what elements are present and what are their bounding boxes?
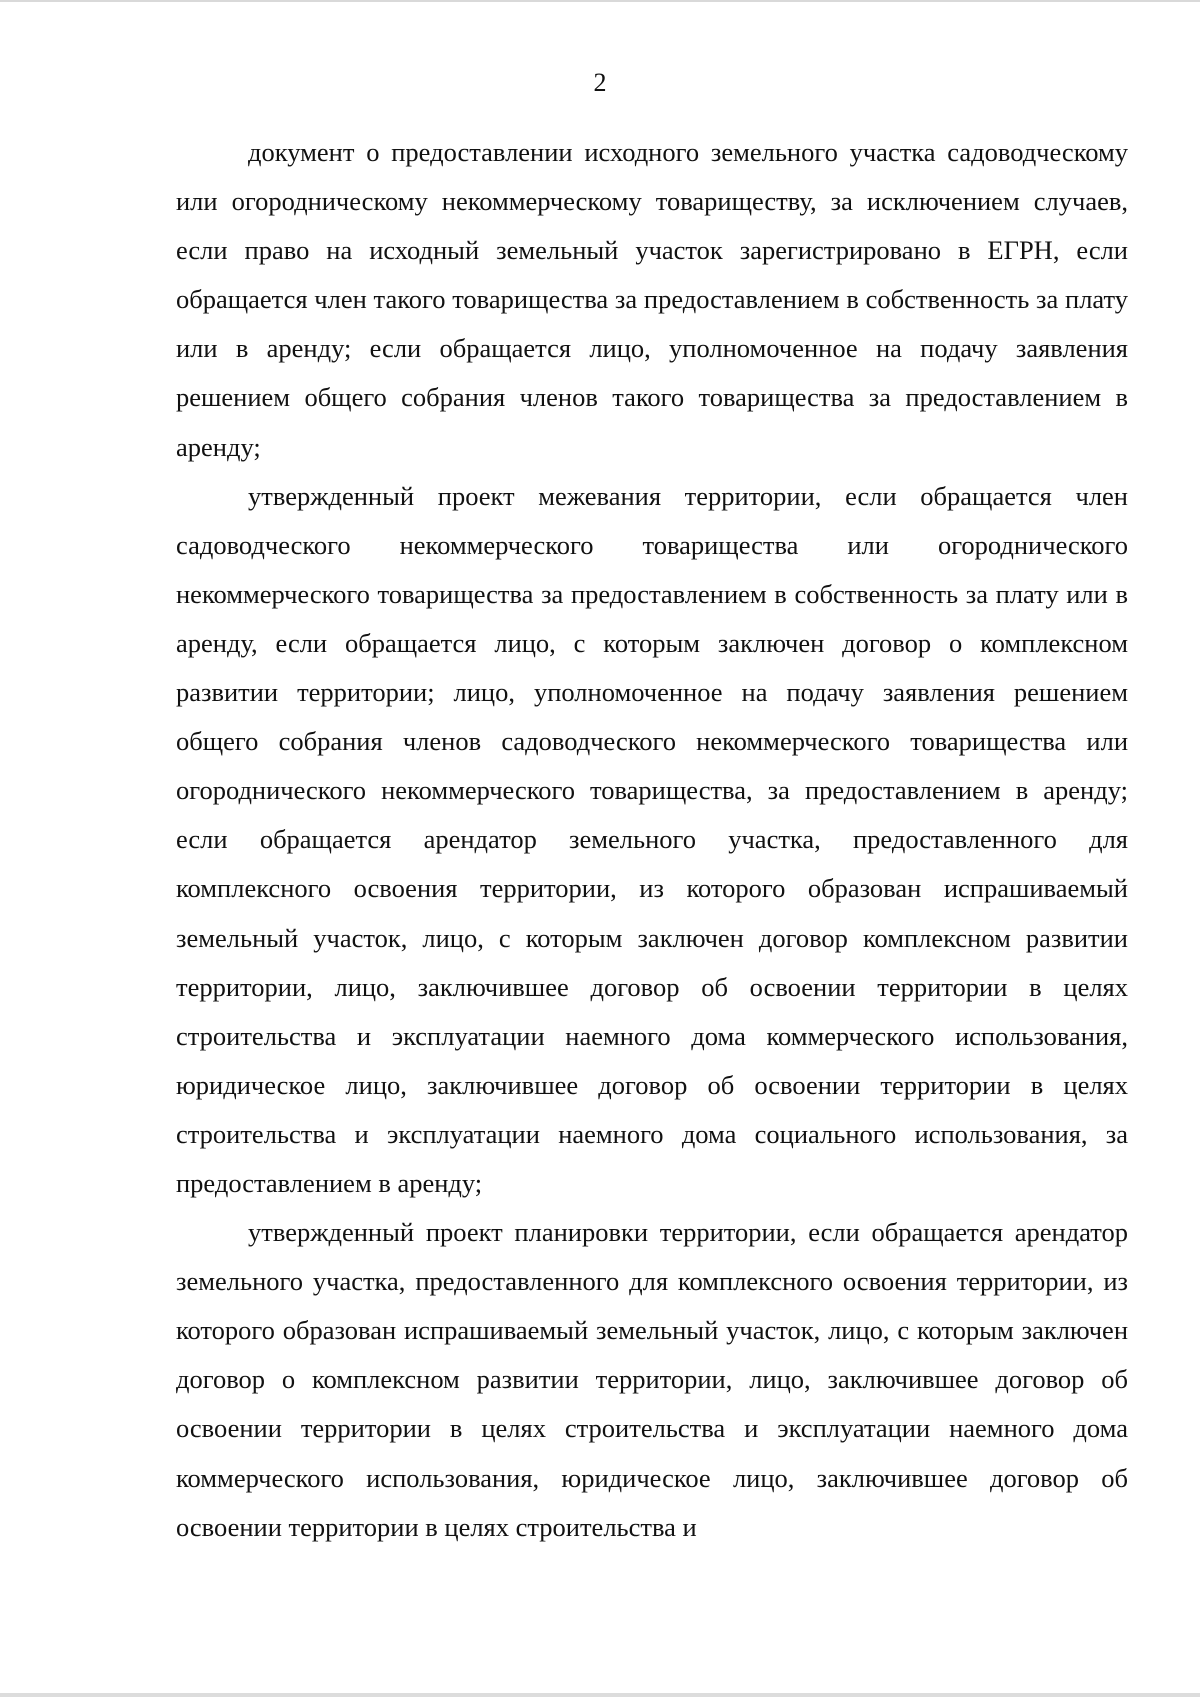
paragraph-land-plot-document: документ о предоставлении исходного земельного участка садоводческому или огородническому некоммерческому товариществу, за исключением случаев, если право на исходный земельный участок зарегистрировано в ЕГРН, если обращается член такого товарищества за предоставлением в собственность за плату или в аренду; если обращается лицо, уполномоченное на подачу заявления решением общего собрания членов такого товарищества за предоставлением в аренду;	[176, 137, 1128, 462]
scan-top-edge	[0, 0, 1200, 2]
paragraph-land-surveying-project: утвержденный проект межевания территории, если обращается член садоводческого некоммерческого товарищества или огороднического некоммерческого товарищества за предоставлением в собственность за плату или в аренду, если обращается лицо, с которым заключен договор о комплексном развитии территории; лицо, уполномоченное на подачу заявления решением общего собрания членов садоводческого некоммерческого товарищества или огороднического некоммерческого товарищества, за предоставлением в аренду; если обращается арендатор земельного участка, предоставленного для комплексного освоения территории, из которого образован испрашиваемый земельный участок, лицо, с которым заключен договор комплексном развитии территории, лицо, заключившее договор об освоении территории в целях строительства и эксплуатации наемного дома коммерческого использования, юридическое лицо, заключившее договор об освоении территории в целях строительства и эксплуатации наемного дома социального использования, за предоставлением в аренду;	[176, 480, 1128, 1198]
paragraph-territory-planning-project: утвержденный проект планировки территории, если обращается арендатор земельного участка, предоставленного для комплексного освоения территории, из которого образован испрашиваемый земельный участок, лицо, с которым заключен договор о комплексном развитии территории, лицо, заключившее договор об освоении территории в целях строительства и эксплуатации наемного дома коммерческого использования, юридическое лицо, заключившее договор об освоении территории в целях строительства и	[176, 1217, 1128, 1542]
page-number: 2	[593, 68, 607, 97]
document-body	[176, 128, 1128, 1552]
scan-bottom-edge	[0, 1693, 1200, 1697]
